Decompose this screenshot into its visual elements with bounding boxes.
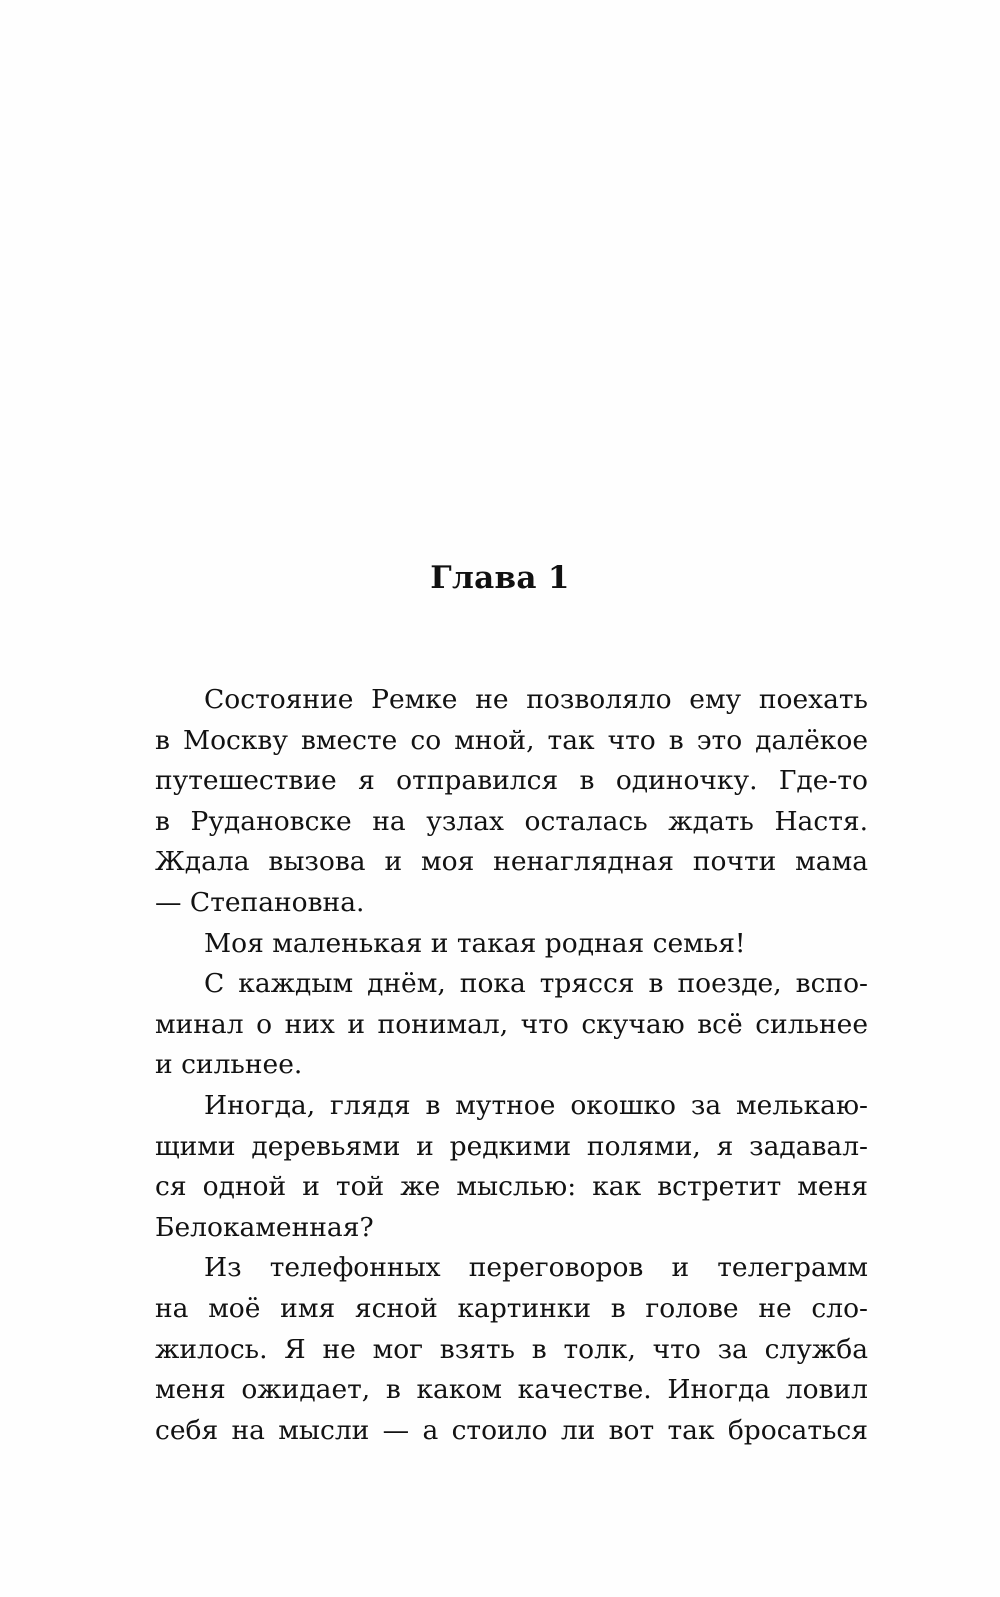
text-line: — Степановна. bbox=[155, 886, 365, 918]
text-line: Ждала вызова и моя ненаглядная почти мама bbox=[155, 846, 868, 878]
text-line: на моё имя ясной картинки в голове не сло- bbox=[155, 1292, 868, 1324]
text-line: Иногда, глядя в мутное окошко за мелькаю- bbox=[204, 1089, 868, 1121]
chapter-body-text bbox=[155, 680, 868, 1451]
text-line: ся одной и той же мыслью: как встретит меня bbox=[155, 1171, 868, 1203]
text-line: путешествие я отправился в одиночку. Где-то bbox=[155, 765, 868, 797]
text-line: и сильнее. bbox=[155, 1049, 303, 1081]
text-line: Из телефонных переговоров и телеграмм bbox=[204, 1252, 868, 1284]
text-line: Белокаменная? bbox=[155, 1211, 374, 1243]
text-line: щими деревьями и редкими полями, я задавал- bbox=[155, 1130, 868, 1162]
text-line: в Рудановске на узлах осталась ждать Настя. bbox=[155, 805, 868, 837]
text-line: Состояние Ремке не позволяло ему поехать bbox=[204, 684, 868, 715]
text-line: С каждым днём, пока трясся в поезде, вспо- bbox=[204, 968, 868, 1000]
text-line: меня ожидает, в каком качестве. Иногда ловил bbox=[155, 1374, 868, 1406]
text-line: жилось. Я не мог взять в толк, что за служба bbox=[155, 1333, 868, 1365]
text-line: Моя маленькая и такая родная семья! bbox=[204, 927, 746, 959]
text-line: себя на мысли — а стоило ли вот так бросаться bbox=[155, 1414, 868, 1446]
text-line: минал о них и понимал, что скучаю всё сильнее bbox=[155, 1008, 868, 1040]
text-line: в Москву вместе со мной, так что в это далёкое bbox=[155, 724, 868, 756]
chapter-title: Глава 1 bbox=[430, 560, 570, 596]
